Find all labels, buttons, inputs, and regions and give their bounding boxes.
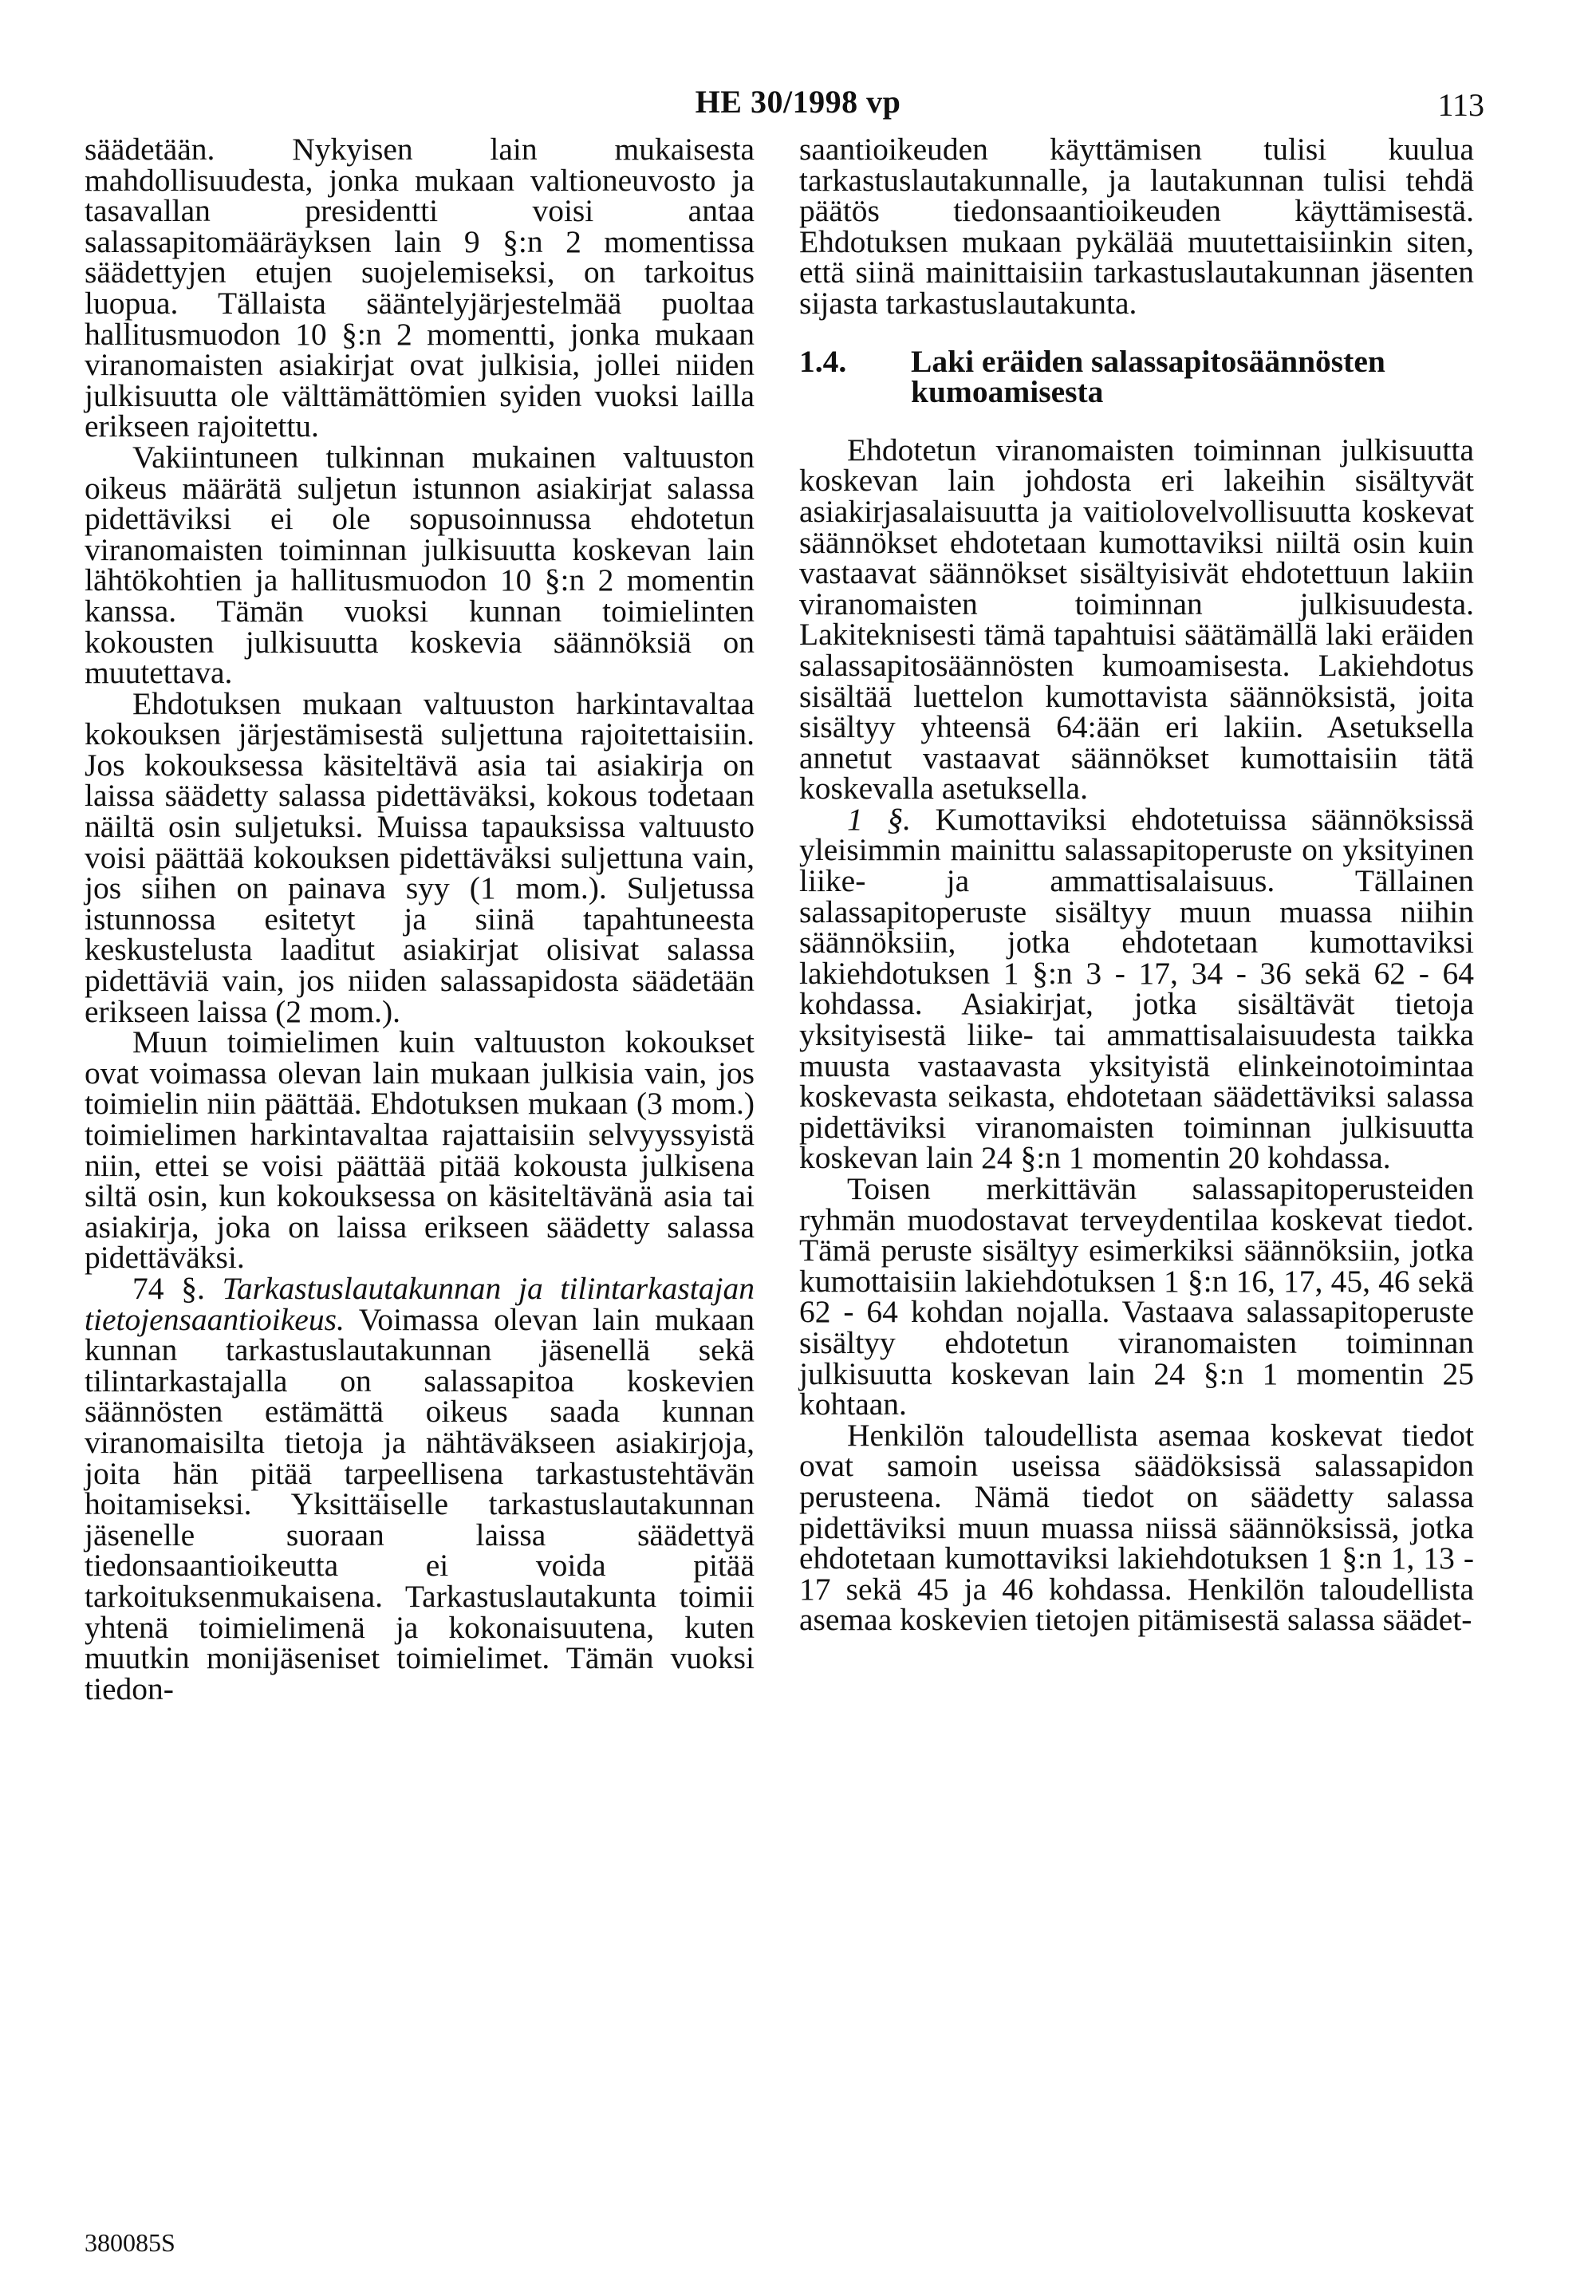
paragraph: Ehdotetun viranomaisten toiminnan julkisuutta koskevan lain johdosta eri lakeihin sisältyvät asiakirjasalaisuutta ja vaitiolovelvollisuutta koskevat säännökset ehdotetaan kumottaviksi niiltä osin kuin vastaavat säännökset sisältyisivät ehdotettuun lakiin viranomaisten toiminnan julkisuudesta. Lakiteknisesti tämä tapahtuisi säätämällä laki eräiden salassapitosäännösten kumoamisesta. Lakiehdotus sisältää luettelon kumottavista säännöksistä, joita sisältyy yhteensä 64:ään eri lakiin. Asetuksella annetut vastaavat säännökset kumottaisiin tätä koskevalla asetuksella. [799, 432, 1474, 807]
left-column [85, 134, 755, 1704]
right-column [799, 132, 1474, 1638]
section-heading [799, 343, 1474, 410]
document-title: HE 30/1998 vp [695, 84, 901, 120]
section-title: Laki eräiden salassapitosäännösten kumoamisesta [911, 343, 1385, 410]
paragraph: säädetään. Nykyisen lain mukaisesta mahdollisuudesta, jonka mukaan valtioneuvosto ja tasavallan presidentti voisi antaa salassapitomääräyksen lain 9 §:n 2 momentissa säädettyjen etujen suojelemiseksi, on tarkoitus luopua. Tällaista sääntelyjärjestelmää puoltaa hallitusmuodon 10 §:n 2 momentti, jonka mukaan viranomaisten asiakirjat ovat julkisia, jollei niiden julkisuutta ole välttämättömien syiden vuoksi lailla erikseen rajoitettu. [85, 132, 755, 444]
section-ref: 74 §. [132, 1270, 205, 1306]
paragraph-text: Kumottaviksi ehdotetuissa säännöksissä yleisimmin mainittu salassapitoperuste on yksityinen liike- ja ammattisalaisuus. Tällainen salassapitoperuste sisältyy muun muassa niihin säännöksiin, jotka ehdotetaan kumottaviksi lakiehdotuksen 1 §:n 3 - 17, 34 - 36 sekä 62 - 64 kohdassa. Asiakirjat, jotka sisältävät tietoja yksityisestä liike- tai ammattisalaisuudesta taikka muusta vastaavasta yksityistä elinkeinotoimintaa koskevasta seikasta, ehdotetaan säädettäviksi salassa pidettäviksi viranomaisten toiminnan julkisuutta koskevan lain 24 §:n 1 momentin 20 kohdassa. [799, 801, 1474, 1176]
section-ref: 1 §. [847, 801, 911, 837]
paragraph-text: Voimassa olevan lain mukaan kunnan tarkastuslautakunnan jäsenellä sekä tilintarkastajalla on salassapitoa koskevien säännösten estämättä oikeus saada kunnan viranomaisilta tietoja ja nähtäväkseen asiakirjoja, joita hän pitää tarpeellisena tarkastustehtävän hoitamiseksi. Yksittäiselle tarkastuslautakunnan jäsenelle suoraan laissa säädettyä tiedonsaantioikeutta ei voida pitää tarkoituksenmukaisena. Tarkastuslautakunta toimii yhtenä toimielimenä ja kokonaisuutena, kuten muutkin monijäseniset toimielimet. Tämän vuoksi tiedon- [85, 1301, 755, 1706]
page-number: 113 [1437, 87, 1484, 123]
paragraph: Ehdotuksen mukaan valtuuston harkintavaltaa kokouksen järjestämisestä suljettuna rajoitettaisiin. Jos kokouksessa käsiteltävä asia tai asiakirja on laissa säädetty salassa pidettäväksi, kokous todetaan näiltä osin suljetuksi. Muissa tapauksissa valtuusto voisi päättää kokouksen pidettäväksi suljettuna vain, jos siihen on painava syy (1 mom.). Suljetussa istunnossa esitetyt ja siinä tapahtuneesta keskustelusta laaditut asiakirjat olisivat salassa pidettäviä vain, jos niiden salassapidosta säädetään erikseen laissa (2 mom.). [85, 685, 755, 1029]
paragraph: Toisen merkittävän salassapitoperusteiden ryhmän muodostavat terveydentilaa koskevat tiedot. Tämä peruste sisältyy esimerkiksi säännöksiin, jotka kumottaisiin lakiehdotuksen 1 §:n 16, 17, 45, 46 sekä 62 - 64 kohdan nojalla. Vastaava salassapitoperuste sisältyy ehdotetun viranomaisten toiminnan julkisuutta koskevan lain 24 §:n 1 momentin 25 kohtaan. [799, 1171, 1474, 1422]
page-header [0, 83, 1596, 131]
section-heading-italic: Tarkastuslautakunnan ja tilintarkastajan tietojensaantioikeus. [85, 1270, 755, 1337]
paragraph: saantioikeuden käyttämisen tulisi kuulua tarkastuslautakunnalle, ja lautakunnan tulisi tehdä päätös tiedonsaantioikeuden käyttämisestä. Ehdotuksen mukaan pykälää muutettaisiinkin siten, että siinä mainittaisiin tarkastuslautakunnan jäsenten sijasta tarkastuslautakunta. [799, 132, 1474, 321]
paragraph: Vakiintuneen tulkinnan mukainen valtuuston oikeus määrätä suljetun istunnon asiakirjat salassa pidettäviksi ei ole sopusoinnussa ehdotetun viranomaisten toiminnan julkisuutta koskevan lain lähtökohtien ja hallitusmuodon 10 §:n 2 momentin kanssa. Tämän vuoksi kunnan toimielinten kokousten julkisuutta koskevia säännöksiä on muutettava. [85, 439, 755, 691]
paragraph: Muun toimielimen kuin valtuuston kokoukset ovat voimassa olevan lain mukaan julkisia vain, jos toimielin niin päättää. Ehdotuksen mukaan (3 mom.) toimielimen harkintavaltaa rajattaisiin selvyyssyistä niin, ettei se voisi päättää pitää kokousta julkisena siltä osin, kun kokouksessa on käsiteltävänä asia tai asiakirja, joka on laissa erikseen säädetty salassa pidettäväksi. [85, 1024, 755, 1276]
footer-code: 380085S [85, 2228, 175, 2257]
paragraph [85, 1270, 755, 1706]
paragraph: Henkilön taloudellista asemaa koskevat tiedot ovat samoin useissa säädöksissä salassapidon perusteena. Nämä tiedot on säädetty salassa pidettäviksi muun muassa niissä säännöksissä, jotka ehdotetaan kumottaviksi lakiehdotuksen 1 §:n 1, 13 - 17 sekä 45 ja 46 kohdassa. Henkilön taloudellista asemaa koskevien tietojen pitämisestä salassa säädet- [799, 1417, 1474, 1638]
section-number: 1.4. [799, 343, 847, 379]
paragraph [799, 801, 1474, 1176]
